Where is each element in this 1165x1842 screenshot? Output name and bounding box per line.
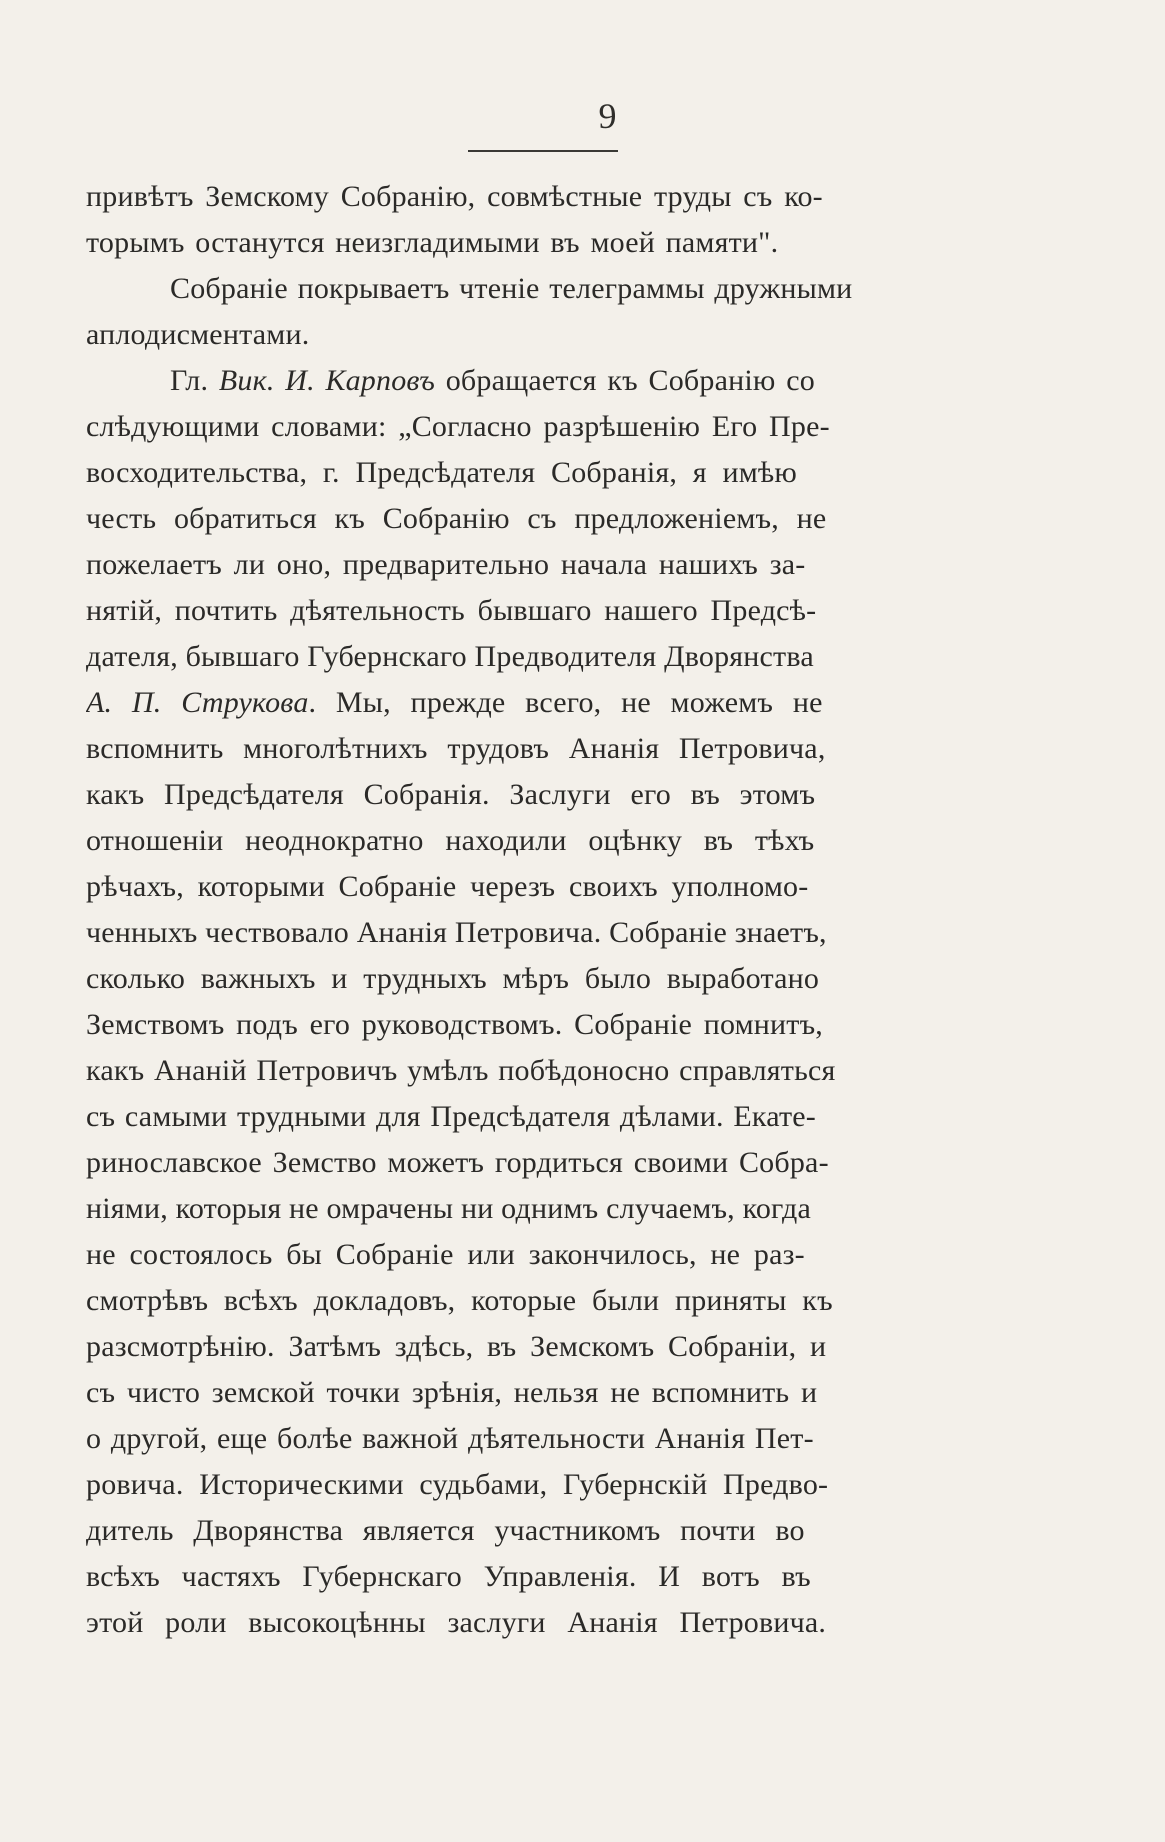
person-name: А. П. Струкова bbox=[86, 686, 309, 719]
text-line: дателя, бывшаго Губернскаго Предводителя Дворянства bbox=[86, 640, 814, 673]
text-line: Земствомъ подъ его руководствомъ. Собраніе помнитъ, bbox=[86, 1008, 824, 1041]
text-line: о другой, еще болѣе важной дѣятельности Ананія Пет- bbox=[86, 1422, 814, 1455]
text-line: Собраніе покрываетъ чтеніе телеграммы дружными bbox=[170, 272, 853, 305]
text-line: слѣдующими словами: „Согласно разрѣшенію Его Пре- bbox=[86, 410, 830, 443]
text-line: ченныхъ чествовало Ананія Петровича. Собраніе знаетъ, bbox=[86, 916, 827, 949]
text-line: честь обратиться къ Собранію съ предложеніемъ, не bbox=[86, 502, 827, 535]
text-line: смотрѣвъ всѣхъ докладовъ, которые были приняты къ bbox=[86, 1284, 833, 1317]
text-line: аплодисментами. bbox=[86, 318, 310, 351]
page-number-rule bbox=[468, 150, 618, 152]
text-line: ровича. Историческими судьбами, Губернскій Предво- bbox=[86, 1468, 829, 1501]
text-line: этой роли высокоцѣнны заслуги Ананія Петровича. bbox=[86, 1606, 827, 1639]
text-line: А. П. Струкова. Мы, прежде всего, не можемъ не bbox=[86, 686, 823, 719]
page-number: 9 bbox=[598, 96, 617, 136]
text-line: ринославское Земство можетъ гордиться своими Собра- bbox=[86, 1146, 829, 1179]
text-line: съ чисто земской точки зрѣнія, нельзя не вспомнить и bbox=[86, 1376, 818, 1409]
text-line: нятій, почтить дѣятельность бывшаго нашего Предсѣ- bbox=[86, 594, 817, 627]
text-line: привѣтъ Земскому Собранію, совмѣстные труды съ ко- bbox=[86, 180, 823, 213]
text-line: какъ Ананій Петровичъ умѣлъ побѣдоносно справляться bbox=[86, 1054, 836, 1087]
text-line: сколько важныхъ и трудныхъ мѣръ было выработано bbox=[86, 962, 820, 995]
text-line: торымъ останутся неизгладимыми въ моей памяти". bbox=[86, 226, 779, 259]
person-name: Вик. И. Карповъ bbox=[218, 364, 436, 397]
text-line: рѣчахъ, которыми Собраніе черезъ своихъ уполномо- bbox=[86, 870, 809, 903]
text-line: отношеніи неоднократно находили оцѣнку въ тѣхъ bbox=[86, 824, 815, 857]
text-line: не состоялось бы Собраніе или закончилось, не раз- bbox=[86, 1238, 805, 1271]
text-line: вспомнить многолѣтнихъ трудовъ Ананія Петровича, bbox=[86, 732, 826, 765]
text-line: какъ Предсѣдателя Собранія. Заслуги его въ этомъ bbox=[86, 778, 816, 811]
text-line: восходительства, г. Предсѣдателя Собранія, я имѣю bbox=[86, 456, 798, 489]
text-line: Гл. Вик. И. Карповъ обращается къ Собранію со bbox=[170, 364, 815, 397]
text-line: пожелаетъ ли оно, предварительно начала нашихъ за- bbox=[86, 548, 806, 581]
text-line: разсмотрѣнію. Затѣмъ здѣсь, въ Земскомъ Собраніи, и bbox=[86, 1330, 827, 1363]
text-line: ніями, которыя не омрачены ни однимъ случаемъ, когда bbox=[86, 1192, 812, 1225]
text-line: съ самыми трудными для Предсѣдателя дѣлами. Екате- bbox=[86, 1100, 816, 1133]
text-line: всѣхъ частяхъ Губернскаго Управленія. И вотъ въ bbox=[86, 1560, 811, 1593]
text-line: дитель Дворянства является участникомъ почти во bbox=[86, 1514, 805, 1547]
